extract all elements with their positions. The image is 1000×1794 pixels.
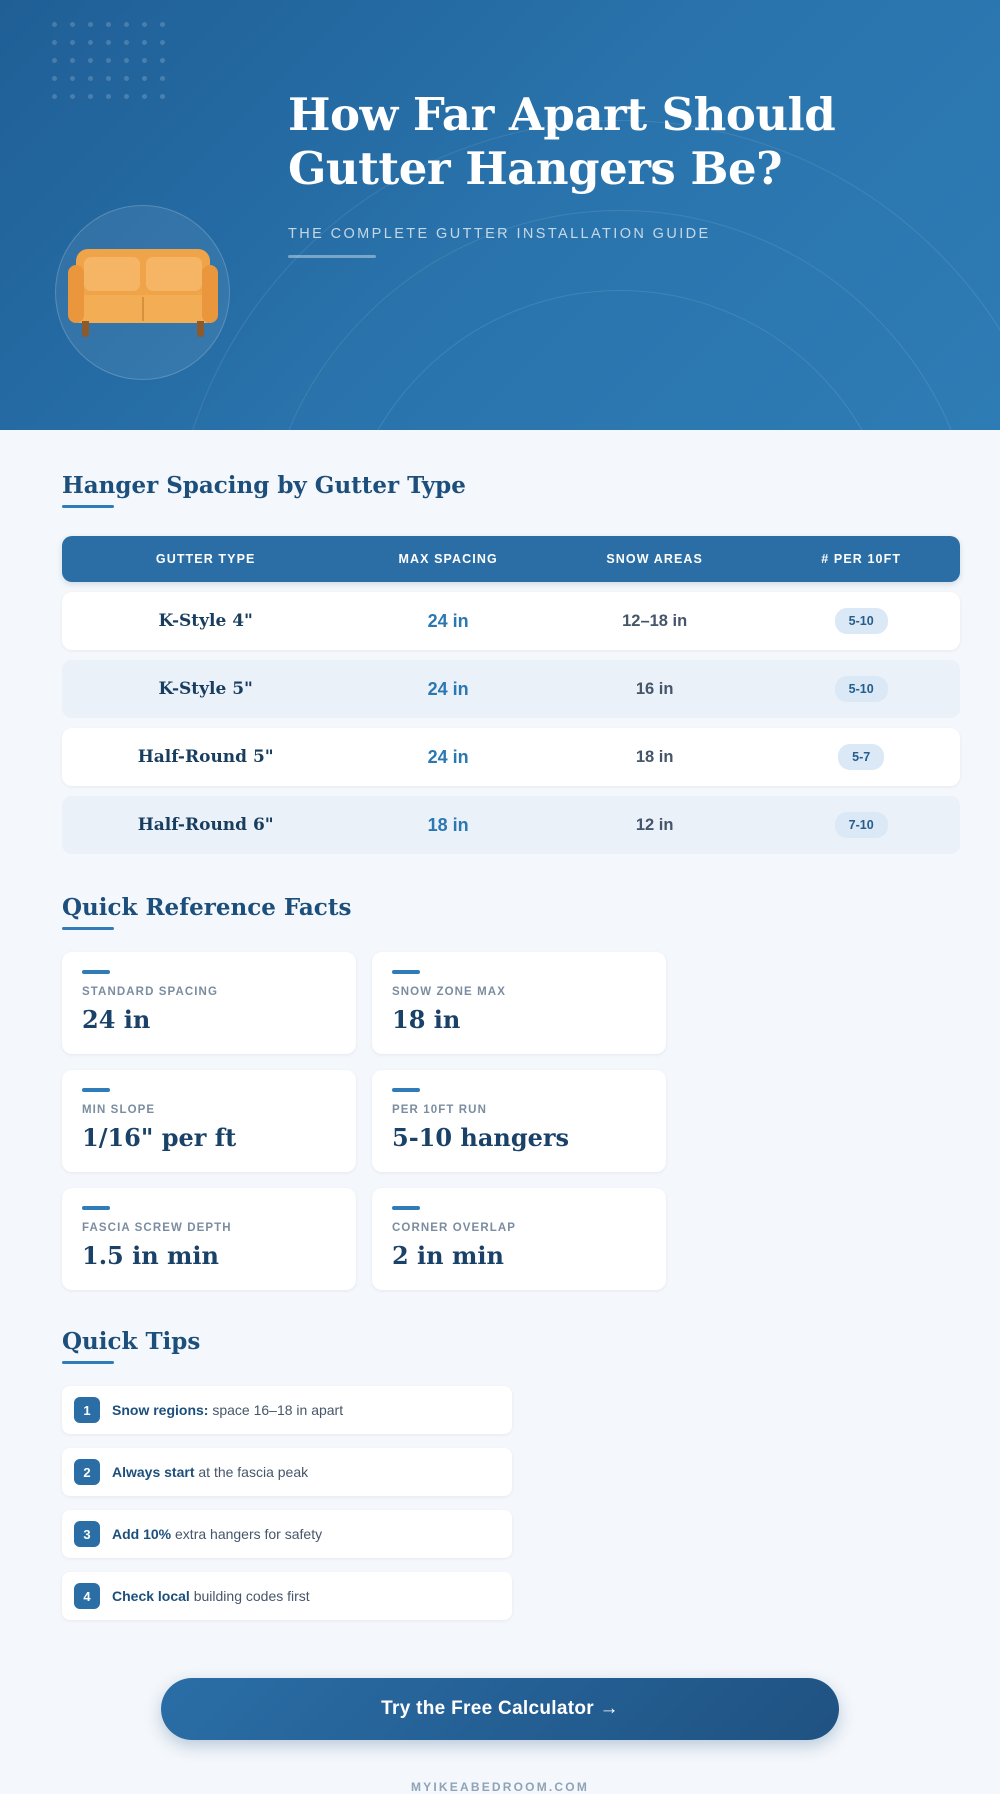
column-header-snow-areas: SNOW AREAS [606, 552, 703, 566]
fact-label: PER 10FT RUN [392, 1104, 487, 1116]
table-header-row [62, 536, 960, 582]
tip-text-bold: Add 10% [112, 1526, 172, 1542]
tip-item [62, 1448, 512, 1496]
fact-label: MIN SLOPE [82, 1104, 156, 1116]
column-header-per-10ft: # PER 10FT [821, 552, 902, 566]
fact-card [372, 1188, 666, 1290]
facts-grid [62, 952, 960, 1290]
tip-number: 4 [74, 1583, 100, 1609]
tip-text [112, 1464, 308, 1480]
accent-bar [82, 970, 110, 974]
page-title: How Far Apart Should Gutter Hangers Be? [288, 88, 836, 195]
column-header-type: GUTTER TYPE [155, 552, 256, 566]
accent-bar [82, 1088, 110, 1092]
table-row [62, 728, 960, 786]
fact-card [372, 1070, 666, 1172]
fact-card [62, 1188, 356, 1290]
cell-max-spacing: 18 in [427, 814, 469, 835]
fact-value: 1.5 in min [82, 1241, 219, 1270]
tip-number: 2 [74, 1459, 100, 1485]
fact-value: 5-10 hangers [392, 1123, 570, 1152]
table-row [62, 660, 960, 718]
spacing-table [62, 536, 960, 854]
cell-snow-areas: 18 in [635, 747, 674, 766]
cell-snow-areas: 12 in [635, 815, 674, 834]
sofa-icon [68, 243, 218, 343]
accent-bar [82, 1206, 110, 1210]
facts-section [40, 854, 960, 1290]
tips-grid [62, 1386, 960, 1620]
count-badge: 5-10 [835, 608, 888, 634]
cell-per-10ft [762, 812, 960, 838]
cell-per-10ft [762, 608, 960, 634]
tip-number: 3 [74, 1521, 100, 1547]
tip-text-rest: space 16–18 in apart [208, 1402, 344, 1418]
section-heading-facts: Quick Reference Facts [62, 894, 351, 930]
count-badge: 7-10 [835, 812, 888, 838]
cell-gutter-type: K-Style 5" [158, 679, 253, 699]
count-badge: 5-10 [835, 676, 888, 702]
tip-text-rest: building codes first [189, 1588, 310, 1604]
accent-bar [392, 970, 420, 974]
fact-label: FASCIA SCREW DEPTH [82, 1222, 232, 1234]
tip-text-bold: Always start [112, 1464, 195, 1480]
cell-gutter-type: Half-Round 5" [137, 747, 274, 767]
tip-text-bold: Snow regions: [112, 1402, 209, 1418]
fact-value: 18 in [392, 1005, 461, 1034]
fact-label: CORNER OVERLAP [392, 1222, 517, 1234]
cell-per-10ft [762, 676, 960, 702]
fact-card [62, 952, 356, 1054]
cell-max-spacing: 24 in [427, 678, 469, 699]
table-row [62, 592, 960, 650]
tip-text-rest: extra hangers for safety [171, 1526, 323, 1542]
page-subtitle: THE COMPLETE GUTTER INSTALLATION GUIDE [288, 226, 711, 242]
cta-section [40, 1678, 960, 1740]
cell-gutter-type: Half-Round 6" [137, 815, 274, 835]
tip-text-rest: at the fascia peak [194, 1464, 309, 1480]
tip-text-bold: Check local [112, 1588, 190, 1604]
calculator-cta-button[interactable]: Try the Free Calculator → [161, 1678, 839, 1740]
cell-max-spacing: 24 in [427, 610, 469, 631]
title-underline [288, 255, 376, 258]
fact-value: 24 in [82, 1005, 151, 1034]
column-header-max-spacing: MAX SPACING [398, 552, 498, 566]
tip-item [62, 1572, 512, 1620]
section-heading-table: Hanger Spacing by Gutter Type [62, 472, 466, 508]
tip-item [62, 1510, 512, 1558]
cell-snow-areas: 12–18 in [622, 611, 688, 630]
tips-section [40, 1290, 960, 1620]
fact-label: SNOW ZONE MAX [392, 986, 506, 998]
fact-card [62, 1070, 356, 1172]
hero-badge [55, 205, 230, 380]
tip-text [112, 1402, 343, 1418]
table-section [40, 430, 960, 854]
cell-max-spacing: 24 in [427, 746, 469, 767]
accent-bar [392, 1088, 420, 1092]
fact-card [372, 952, 666, 1054]
cell-snow-areas: 16 in [635, 679, 674, 698]
footer-site-name: MYIKEABEDROOM.COM [410, 1780, 590, 1794]
fact-value: 1/16" per ft [82, 1123, 237, 1152]
fact-value: 2 in min [392, 1241, 504, 1270]
section-heading-tips: Quick Tips [62, 1328, 200, 1364]
hero-header [0, 0, 1000, 430]
fact-label: STANDARD SPACING [82, 986, 219, 998]
cell-gutter-type: K-Style 4" [158, 611, 253, 631]
cell-per-10ft [762, 744, 960, 770]
table-row [62, 796, 960, 854]
tip-text [112, 1588, 310, 1604]
tip-number: 1 [74, 1397, 100, 1423]
dot-grid-decoration [52, 22, 172, 108]
hero-text-block [288, 88, 948, 258]
tip-item [62, 1386, 512, 1434]
count-badge: 5-7 [838, 744, 884, 770]
tip-text [112, 1526, 322, 1542]
accent-bar [392, 1206, 420, 1210]
